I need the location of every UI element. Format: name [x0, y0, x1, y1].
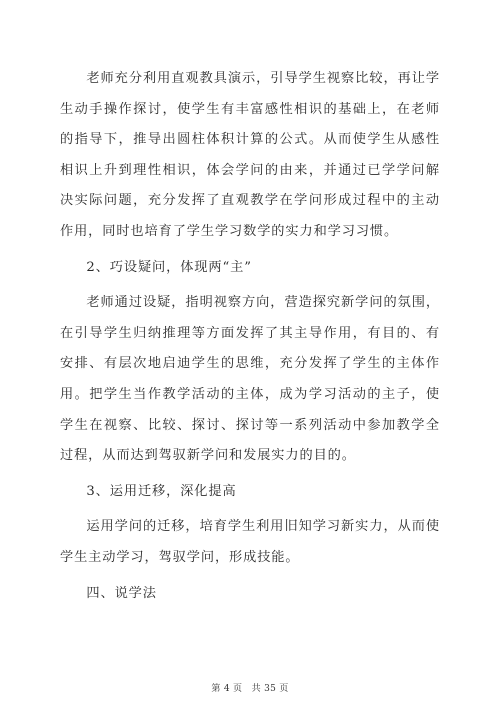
section-heading-study-methods: 四、说学法 — [86, 585, 157, 601]
paragraph-transfer: 运用学问的迁移，培育学生利用旧知学习新实力，从而使学生主动学习，驾驭学问，形成技能。 — [60, 519, 440, 565]
paragraph-questioning: 老师通过设疑，指明视察方向，营造探究新学问的氛围，在引导学生归纳推理等方面发挥了其主导作用，有目的、有安排、有层次地启迪学生的思维，充分发挥了学生的主体作用。把学生当作教学活动的主体，成为学习活动的主子，使学生在视察、比较、探讨、探讨等一系列活动中参加教学全过程，从而达到驾驭新学问和发展实力的目的。 — [60, 295, 440, 464]
document-body — [60, 64, 440, 614]
section-heading-transfer: 3、运用迁移，深化提高 — [86, 483, 237, 499]
paragraph-teaching-aids: 老师充分利用直观教具演示，引导学生视察比较，再让学生动手操作探讨，使学生有丰富感性相识的基础上，在老师的指导下，推导出圆柱体积计算的公式。从而使学生从感性相识上升到理性相识，体会学问的由来，并通过已学学问解决实际问题，充分发挥了直观教学在学问形成过程中的主动作用，同时也培育了学生学习数学的实力和学习习惯。 — [60, 71, 440, 239]
section-heading-questions: 2、巧设疑问，体现两“主” — [86, 259, 252, 275]
page-footer: 第 4 页 共 35 页 — [211, 684, 289, 694]
